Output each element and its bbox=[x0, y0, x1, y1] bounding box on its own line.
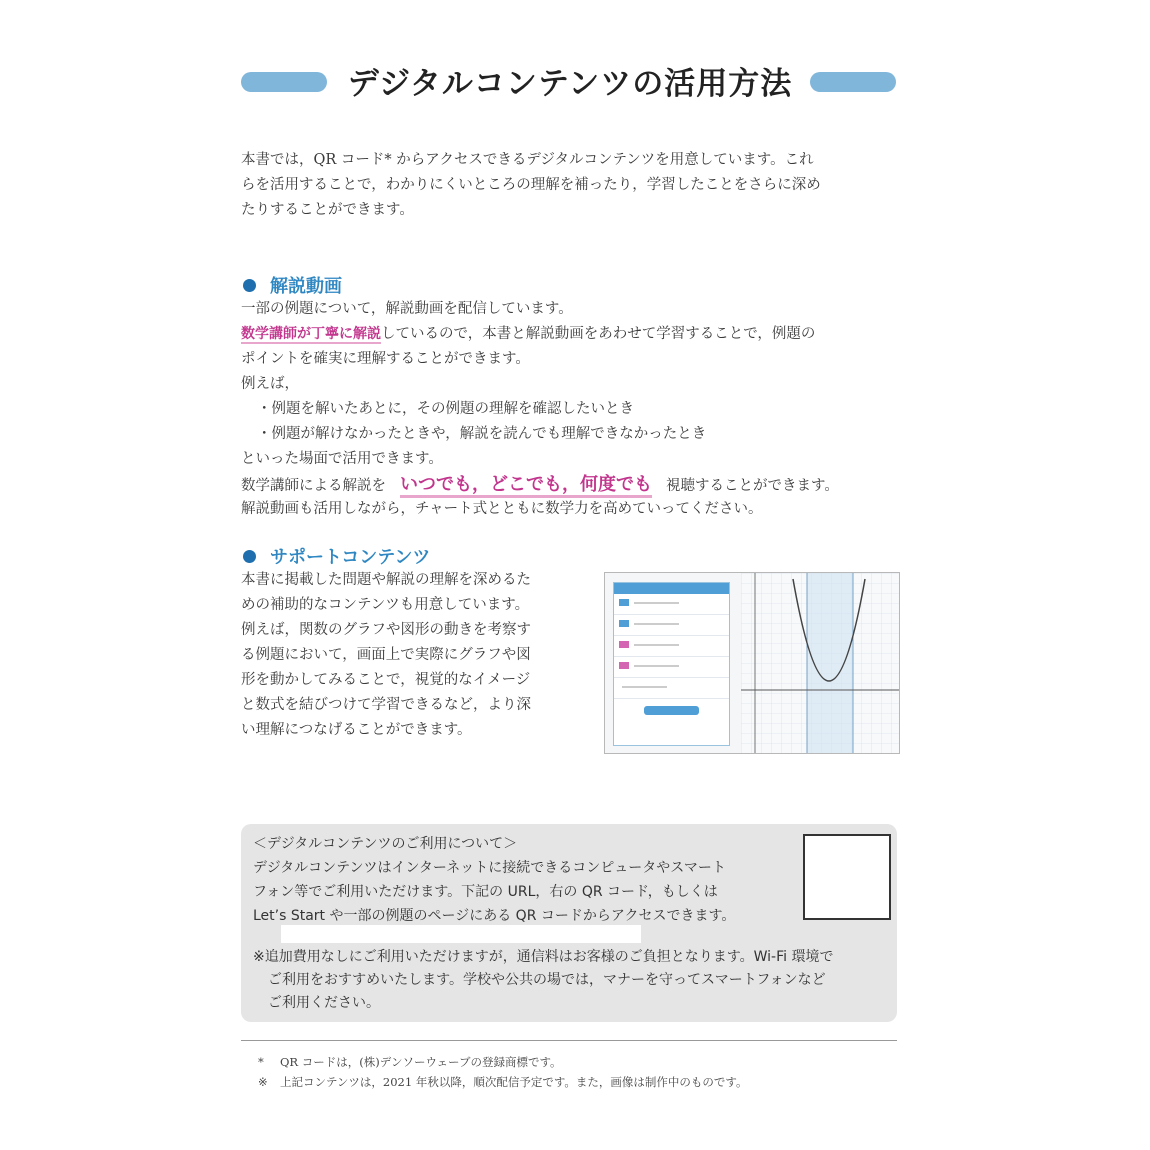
section-heading-support bbox=[243, 543, 430, 569]
expression-row bbox=[614, 615, 729, 636]
panel-button bbox=[644, 706, 699, 715]
highlight-text: 数学講師が丁寧に解説 bbox=[241, 326, 381, 342]
info-note bbox=[253, 946, 893, 1015]
video-paragraph bbox=[241, 297, 901, 522]
note-line: ※追加費用なしにご利用いただけますが，通信料はお客様のご負担となります。Wi-Fi 環境で bbox=[253, 949, 834, 965]
info-line: Let’s Start や一部の例題のページにある QR コードからアクセスできます。 bbox=[253, 908, 736, 924]
video-line: 解説動画も活用しながら，チャート式とともに数学力を高めていってください。 bbox=[241, 501, 763, 517]
app-screenshot-image bbox=[604, 572, 900, 754]
footnote-mark: * bbox=[258, 1055, 264, 1069]
expression-row bbox=[614, 636, 729, 657]
chip bbox=[619, 620, 629, 627]
page-title: デジタルコンテンツの活用方法 bbox=[347, 66, 793, 102]
expression-row bbox=[614, 678, 729, 699]
info-line: フォン等でご利用いただけます。下記の URL，右の QR コード，もしくは bbox=[253, 884, 718, 900]
info-text bbox=[253, 832, 793, 928]
video-line: ポイントを確実に理解することができます。 bbox=[241, 351, 530, 367]
emphasis-text: いつでも，どこでも，何度でも bbox=[400, 474, 652, 498]
chip bbox=[619, 641, 629, 648]
url-placeholder bbox=[281, 925, 641, 943]
text-line bbox=[634, 602, 679, 604]
video-line: といった場面で活用できます。 bbox=[241, 451, 443, 467]
section-heading-label: サポートコンテンツ bbox=[270, 547, 431, 568]
support-line: 例えば，関数のグラフや図形の動きを考察す bbox=[241, 622, 531, 638]
title-decor-right bbox=[810, 72, 896, 92]
qr-code-placeholder bbox=[803, 834, 891, 920]
video-line-pre: 数学講師による解説を bbox=[241, 478, 386, 494]
intro-line: らを活用することで，わかりにくいところの理解を補ったり，学習したことをさらに深め bbox=[241, 177, 821, 193]
title-decor-left bbox=[241, 72, 327, 92]
bullet-dot-icon bbox=[243, 550, 256, 563]
intro-line: 本書では，QR コード* からアクセスできるデジタルコンテンツを用意しています。これ bbox=[241, 152, 814, 168]
footnote-mark: ※ bbox=[258, 1075, 268, 1089]
text-line bbox=[634, 644, 679, 646]
video-line bbox=[241, 472, 901, 497]
video-line: 一部の例題について，解説動画を配信しています。 bbox=[241, 301, 573, 317]
video-line bbox=[241, 322, 901, 347]
expression-row bbox=[614, 594, 729, 615]
text-line bbox=[634, 623, 679, 625]
support-line: る例題において，画面上で実際にグラフや図 bbox=[241, 647, 531, 663]
video-line-rest: しているので，本書と解説動画をあわせて学習することで，例題の bbox=[381, 326, 816, 342]
video-line-post: 視聴することができます。 bbox=[666, 478, 839, 494]
video-bullet: ・例題を解いたあとに，その例題の理解を確認したいとき bbox=[257, 401, 634, 417]
graph-area bbox=[741, 573, 899, 753]
expression-panel bbox=[613, 582, 730, 746]
support-line: と数式を結びつけて学習できるなど，より深 bbox=[241, 697, 531, 713]
video-line: 例えば， bbox=[241, 376, 299, 392]
support-line: めの補助的なコンテンツも用意しています。 bbox=[241, 597, 530, 613]
footnote bbox=[258, 1072, 748, 1092]
expression-row bbox=[614, 657, 729, 678]
text-line bbox=[622, 686, 667, 688]
support-line: 本書に掲載した問題や解説の理解を深めるた bbox=[241, 572, 531, 588]
intro-paragraph bbox=[241, 148, 901, 223]
support-line: 形を動かしてみることで，視覚的なイメージ bbox=[241, 672, 531, 688]
chip bbox=[619, 662, 629, 669]
section-heading-label: 解説動画 bbox=[270, 276, 342, 297]
support-paragraph bbox=[241, 568, 581, 743]
chip bbox=[619, 599, 629, 606]
footnotes bbox=[258, 1052, 748, 1092]
note-line: ご利用をおすすめいたします。学校や公共の場では，マナーを守ってスマートフォンなど bbox=[268, 972, 826, 988]
bullet-dot-icon bbox=[243, 279, 256, 292]
note-line: ご利用ください。 bbox=[268, 995, 380, 1011]
divider bbox=[241, 1040, 897, 1041]
panel-header bbox=[614, 583, 729, 594]
footnote-text: 上記コンテンツは，2021 年秋以降，順次配信予定です。また，画像は制作中のものです。 bbox=[280, 1075, 748, 1089]
info-line: デジタルコンテンツはインターネットに接続できるコンピュータやスマート bbox=[253, 860, 726, 876]
footnote bbox=[258, 1052, 748, 1072]
footnote-text: QR コードは，(株)デンソーウェーブの登録商標です。 bbox=[280, 1055, 562, 1069]
info-heading: ＜デジタルコンテンツのご利用について＞ bbox=[253, 836, 518, 852]
section-heading-video bbox=[243, 272, 342, 298]
video-bullet: ・例題が解けなかったときや，解説を読んでも理解できなかったとき bbox=[257, 426, 707, 442]
text-line bbox=[634, 665, 679, 667]
intro-line: たりすることができます。 bbox=[241, 202, 414, 218]
support-line: い理解につなげることができます。 bbox=[241, 722, 472, 738]
